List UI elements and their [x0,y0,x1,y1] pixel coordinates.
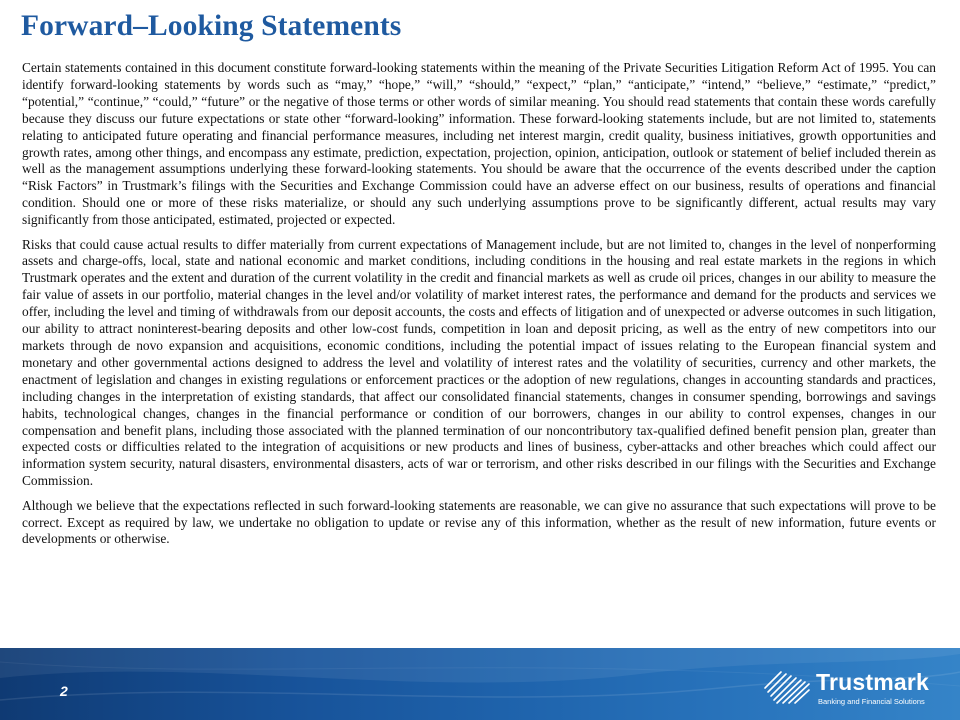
paragraph-no-assurance: Although we believe that the expectations reflected in such forward-looking statements are reasonable, we can give no assurance that such expectations will prove to be correct. Except as required by law, we undertake no obligation to update or revise any of this information, whether as the result of new information, future events or developments or otherwise. [22,497,936,547]
trustmark-logo [763,669,939,711]
paragraph-forward-looking-definition: Certain statements contained in this document constitute forward-looking statements within the meaning of the Private Securities Litigation Reform Act of 1995. You can identify forward-looking statements by words such as “may,” “hope,” “will,” “should,” “expect,” “plan,” “anticipate,” “intend,” “believe,” “estimate,” “predict,” “potential,” “continue,” “could,” “future” or the negative of those terms or other words of similar meaning. You should read statements that contain these words carefully because they discuss our future expectations or state other “forward-looking” information. These forward-looking statements include, but are not limited to, statements relating to anticipated future operating and financial performance measures, including net interest margin, credit quality, business initiatives, growth opportunities and growth rates, among other things, and encompass any estimate, prediction, expectation, projection, opinion, anticipation, outlook or statement of belief included therein as well as the management assumptions underlying these forward-looking statements. You should be aware that the occurrence of the events described under the caption “Risk Factors” in Trustmark’s filings with the Securities and Exchange Commission could have an adverse effect on our business, results of operations and financial condition. Should one or more of these risks materialize, or should any such underlying assumptions prove to be significantly different, actual results may vary significantly from those anticipated, estimated, projected or expected. [22,60,936,228]
slide-body [22,60,936,556]
logo-wordmark: Trustmark [816,669,930,695]
trustmark-stripes-logo-icon [763,670,811,704]
slide-title: Forward–Looking Statements [21,10,402,42]
paragraph-risk-factors: Risks that could cause actual results to differ materially from current expectations of Management include, but are not limited to, changes in the level of nonperforming assets and charge-offs, local, state and national economic and market conditions, including conditions in the housing and real estate markets in the regions in which Trustmark operates and the extent and duration of the current volatility in the credit and financial markets as well as crude oil prices, changes in our ability to measure the fair value of assets in our portfolio, material changes in the level and/or volatility of market interest rates, the performance and demand for the products and services we offer, including the level and timing of withdrawals from our deposit accounts, the costs and effects of litigation and of unexpected or adverse outcomes in such litigation, our ability to attract noninterest-bearing deposits and other low-cost funds, competition in loan and deposit pricing, as well as the entry of new competitors into our markets through de novo expansion and acquisitions, economic conditions, including the potential impact of issues relating to the European financial system and monetary and other governmental actions designed to address the level and volatility of interest rates and the volatility of securities, currency and other markets, the enactment of legislation and changes in existing regulations or enforcement practices or the adoption of new regulations, changes in accounting standards and practices, including changes in the interpretation of existing standards, that affect our consolidated financial statements, changes in consumer spending, borrowings and savings habits, technological changes, changes in the financial performance or condition of our borrowers, changes in our ability to control expenses, changes in our compensation and benefit plans, including those associated with the planned termination of our noncontributory tax-qualified defined benefit pension plan, greater than expected costs or difficulties related to the integration of acquisitions or new products and lines of business, cyber-attacks and other breaches which could affect our information system security, natural disasters, environmental disasters, acts of war or terrorism, and other risks described in our filings with the Securities and Exchange Commission. [22,236,936,489]
page-number: 2 [60,683,68,699]
logo-tagline: Banking and Financial Solutions [818,697,925,706]
